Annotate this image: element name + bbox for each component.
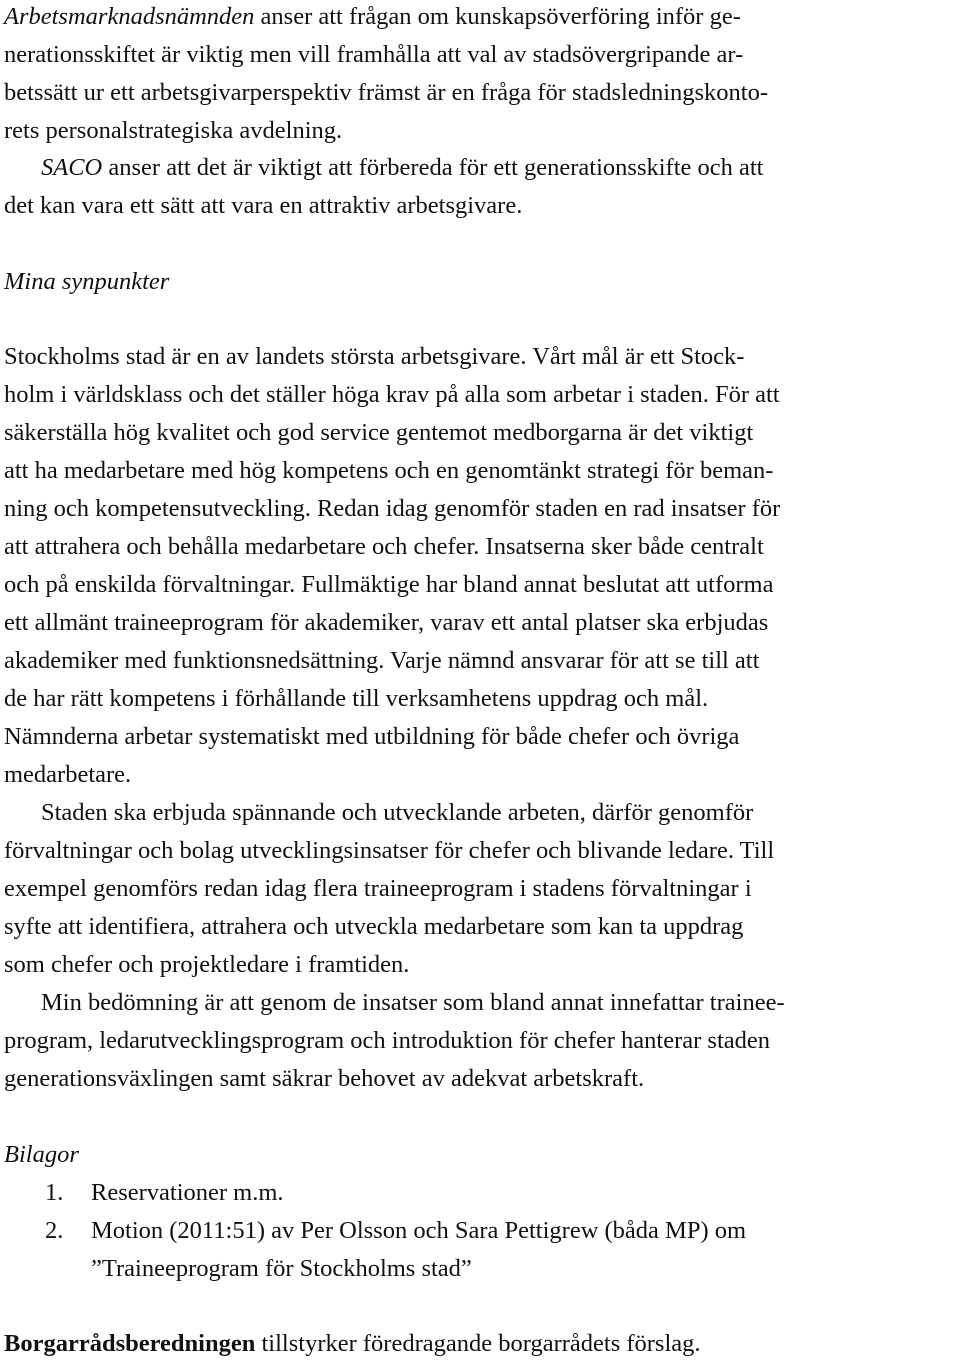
body2-line: exempel genomförs redan idag flera traineeprogram i stadens förvaltningar i — [4, 875, 752, 902]
body1-line: akademiker med funktionsnedsättning. Varje nämnd ansvarar för att se till att — [4, 647, 760, 674]
saco-paragraph — [4, 149, 764, 225]
intro-lead-italic: Arbetsmarknadsnämnden — [4, 3, 255, 30]
body1-line: de har rätt kompetens i förhållande till verksamhetens uppdrag och mål. — [4, 685, 709, 712]
intro-line-3: betssätt ur ett arbetsgivarperspektiv främst är en fråga för stadsledningskonto- — [4, 79, 769, 106]
attachment-text: Motion (2011:51) av Per Olsson och Sara Pettigrew (båda MP) om — [91, 1217, 747, 1244]
body1-line: Nämnderna arbetar systematiskt med utbildning för både chefer och övriga — [4, 723, 740, 750]
body-paragraph-1 — [4, 338, 780, 794]
conclusion-bold-lead: Borgarrådsberedningen — [4, 1330, 256, 1357]
intro-lead-rest: anser att frågan om kunskapsöverföring inför ge- — [254, 3, 741, 30]
conclusion — [4, 1325, 701, 1363]
saco-lead-italic: SACO — [41, 154, 103, 181]
section-heading: Mina synpunkter — [4, 268, 170, 295]
attachment-text: Reservationer m.m. — [91, 1179, 284, 1206]
attachment-item-2 — [4, 1212, 746, 1250]
conclusion-line — [4, 1325, 701, 1363]
body-paragraph-3 — [4, 984, 785, 1098]
body2-line-text: Staden ska erbjuda spännande och utvecklande arbeten, därför genomför — [41, 799, 754, 826]
body1-line: och på enskilda förvaltningar. Fullmäktige har bland annat beslutat att utforma — [4, 571, 774, 598]
conclusion-rest: tillstyrker föredragande borgarrådets förslag. — [255, 1330, 701, 1357]
body3-line — [4, 984, 785, 1022]
body-paragraph-2 — [4, 794, 774, 984]
intro-paragraph — [4, 0, 768, 150]
body1-line: säkerställa hög kvalitet och god service gentemot medborgarna är det viktigt — [4, 419, 754, 446]
body2-line: syfte att identifiera, attrahera och utveckla medarbetare som kan ta uppdrag — [4, 913, 744, 940]
attachment-item-2-continuation — [4, 1250, 746, 1288]
saco-line-2: det kan vara ett sätt att vara en attraktiv arbetsgivare. — [4, 192, 523, 219]
body1-line: medarbetare. — [4, 761, 132, 788]
body1-line: ett allmänt traineeprogram för akademiker, varav ett antal platser ska erbjudas — [4, 609, 769, 636]
attachments-list — [4, 1174, 746, 1288]
intro-line-1 — [4, 0, 768, 36]
body2-line — [4, 794, 774, 832]
body3-line: generationsväxlingen samt säkrar behovet av adekvat arbetskraft. — [4, 1065, 645, 1092]
body2-line: som chefer och projektledare i framtiden. — [4, 951, 410, 978]
body1-line: ning och kompetensutveckling. Redan idag genomför staden en rad insatser för — [4, 495, 781, 522]
attachment-item-1 — [4, 1174, 746, 1212]
intro-line-4: rets personalstrategiska avdelning. — [4, 117, 343, 144]
attachment-continuation: ”Traineeprogram för Stockholms stad” — [91, 1255, 472, 1282]
body2-line: förvaltningar och bolag utvecklingsinsatser för chefer och blivande ledare. Till — [4, 837, 775, 864]
attachments-heading: Bilagor — [4, 1141, 79, 1168]
intro-line-2: nerationsskiftet är viktig men vill framhålla att val av stadsövergripande ar- — [4, 41, 744, 68]
body3-line-text: Min bedömning är att genom de insatser som bland annat innefattar trainee- — [41, 989, 785, 1016]
body1-line: att attrahera och behålla medarbetare och chefer. Insatserna sker både centralt — [4, 533, 764, 560]
body1-line: att ha medarbetare med hög kompetens och en genomtänkt strategi för beman- — [4, 457, 774, 484]
saco-line-1 — [4, 149, 764, 187]
attachment-number: 2. — [45, 1217, 64, 1244]
saco-line-1-rest: anser att det är viktigt att förbereda för ett generationsskifte och att — [102, 154, 764, 181]
attachment-number: 1. — [45, 1179, 64, 1206]
body1-line: holm i världsklass och det ställer höga krav på alla som arbetar i staden. För att — [4, 381, 780, 408]
body1-line: Stockholms stad är en av landets största arbetsgivare. Vårt mål är ett Stock- — [4, 343, 745, 370]
body3-line: program, ledarutvecklingsprogram och introduktion för chefer hanterar staden — [4, 1027, 771, 1054]
